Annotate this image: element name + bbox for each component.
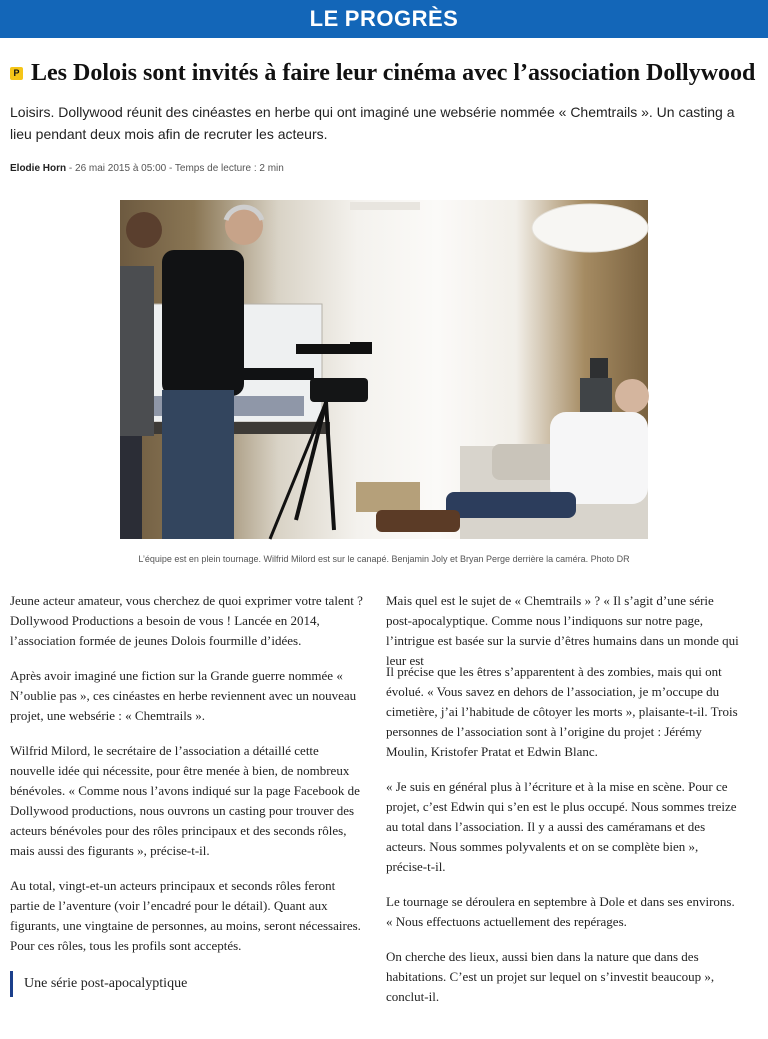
paragraph: Il précise que les êtres s’apparentent à des zombies, mais qui ont évolué. « Vous savez en dehors de l’association, je m’occupe du cimetière, j’ai l’habitude de côtoyer les morts », plaisante-t-il. Trois personnes de l’association sont à l’origine du projet : Jérémy Moulin, Kristofer Pratat et Edwin Blanc.	[386, 664, 738, 759]
byline	[10, 162, 758, 176]
article	[0, 58, 768, 1022]
paragraph: On cherche des lieux, aussi bien dans la nature que dans des habitations. C’est un projet sur lequel on s’investit beaucoup », conclut-il.	[386, 949, 715, 1004]
paragraph: Wilfrid Milord, le secrétaire de l’association a détaillé cette nouvelle idée qui nécessite, pour être menée à bien, de nombreux bénévoles. « Comme nous l’avons indiqué sur la page Facebook de Dollywood productions, nous ouvrons un casting pour trouver des acteurs bénévoles pour des rôles principaux et des seconds rôles, mais aussi des figurants », précise-t-il.	[10, 743, 360, 858]
paragraph: Jeune acteur amateur, vous cherchez de quoi exprimer votre talent ? Dollywood Productions a besoin de vous ! Lancée en 2014, l’association formée de jeunes Dolois fourmille d’idées.	[10, 593, 363, 648]
inset-heading[interactable]: Une série post-apocalyptique	[10, 971, 364, 997]
article-photo[interactable]	[120, 200, 648, 539]
photo-caption: L’équipe est en plein tournage. Wilfrid Milord est sur le canapé. Benjamin Joly et Bryan Perge derrière la caméra. Photo DR	[138, 554, 630, 564]
paragraph: Mais quel est le sujet de « Chemtrails » ? « Il s’agit d’une série post-apocalyptique. Comme nous l’indiquons sur notre page, l’intrigue est basée sur la survie d’êtres humains dans un monde qui leur est	[386, 593, 739, 668]
site-logo[interactable]: LE PROGRÈS	[309, 6, 459, 31]
site-header	[0, 0, 768, 38]
paragraph: Le tournage se déroulera en septembre à Dole et dans ses environs. « Nous effectuons actuellement des repérages.	[386, 894, 735, 929]
article-title: P Les Dolois sont invités à faire leur cinéma avec l’association Dollywood	[10, 58, 758, 89]
paragraph: Après avoir imaginé une fiction sur la Grande guerre nommée « N’oublie pas », ces cinéastes en herbe reviennent avec un nouveau projet, une websérie : « Chemtrails ».	[10, 668, 357, 723]
author-name[interactable]: Elodie Horn	[10, 163, 67, 174]
photo-illustration	[120, 200, 648, 539]
right-column	[386, 591, 740, 1022]
left-column	[10, 591, 364, 1022]
photo-container	[10, 200, 758, 539]
article-lead: Loisirs. Dollywood réunit des cinéastes en herbe qui ont imaginé une websérie nommée « Chemtrails ». Un casting a lieu pendant deux mois afin de recruter les acteurs.	[10, 104, 735, 142]
paragraph: « Je suis en général plus à l’écriture et à la mise en scène. Pour ce projet, c’est Edwin qui s’en est le plus occupé. Nous sommes treize au total dans l’association. Il y a aussi des caméramans et des acteurs. Nous sommes polyvalents et on se complète bien », précise-t-il.	[386, 779, 737, 874]
article-meta: - 26 mai 2015 à 05:00 - Temps de lecture : 2 min	[66, 163, 284, 174]
paragraph: Au total, vingt-et-un acteurs principaux et seconds rôles feront partie de l’aventure (voir l’encadré pour le détail). Quant aux figurants, une vingtaine de personnes, au moins, seront nécessaires. Pour ces rôles, tous les profils sont acceptés.	[10, 878, 361, 953]
premium-icon: P	[10, 67, 23, 80]
article-body	[10, 591, 758, 1022]
